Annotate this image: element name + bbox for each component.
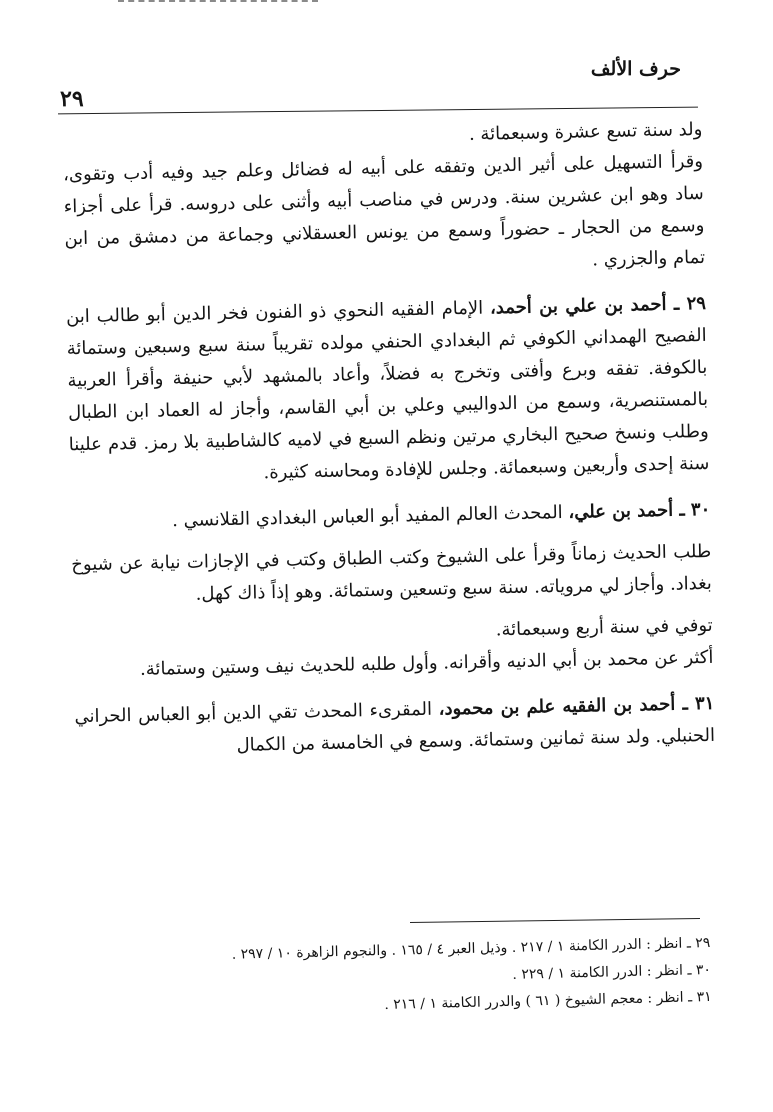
paragraph-studies: وقرأ التسهيل على أثير الدين وتفقه على أبيه له فضائل وعلم جيد وفيه أدب وتقوى، ساد وهو ابن عشرين سنة. ودرس في مناصب أبيه وأثنى على دروسه. قرأ على أجزاء وسمع من الحجار ـ حضوراً وسمع من يونس العسقلاني وجماعة من دمشق من ابن تمام والجزري . [62, 150, 706, 271]
entry-31 [74, 688, 715, 765]
footnote-31: ٣١ ـ انظر : معجم الشيوخ ( ٦١ ) والدرر الكامنة ١ / ٢١٦ . [384, 988, 712, 1013]
footnote-29: ٢٩ ـ انظر : الدرر الكامنة ١ / ٢١٧ . وذيل العبر ٤ / ١٦٥ . والنجوم الزاهرة ١٠ / ٢٩٧ . [231, 934, 711, 963]
entry-31-text: المقرىء المحدث تقي الدين أبو العباس الحراني الحنبلي. ولد سنة ثمانين وستمائة. وسمع في الخامسة من الكمال [74, 698, 716, 756]
paragraph-birth: ولد سنة تسع عشرة وسبعمائة . [468, 118, 703, 145]
paragraph-30-death: توفي في سنة أربع وسبعمائة. [495, 614, 713, 641]
entry-30-text: المحدث العالم المفيد أبو العباس البغدادي القلانسي . [171, 501, 569, 532]
entry-29-text: الإمام الفقيه النحوي ذو الفنون فخر الدين أبو طالب ابن الفصيح الهمداني الكوفي ثم البغدادي الحنفي مولده تقريباً سنة سبع وسبعين وستمائة بالكوفة. تفقه وبرع وأفتى وتخرج به فضلاً، وأعاد بالمشهد لأبي حنيفة وأقرأ العربية بالمستنصرية، وسمع من الدواليبي وعلي بن أبي القاسم، وأجاز له العماد ابن الطبال وطلب ونسخ صحيح البخاري مرتين ونظم السبع في لاميه كالشاطبية بلا رمز. قدم علينا سنة إحدى وأربعين وسبعمائة. وجلس للإفادة ومحاسنه كثيرة. [65, 297, 710, 484]
running-head: حرف الألف [590, 58, 681, 80]
entry-31-title: ٣١ ـ أحمد بن الفقيه علم بن محمود، [438, 692, 715, 720]
body-text [62, 114, 715, 765]
paragraph-30-study: طلب الحديث زماناً وقرأ على الشيوخ وكتب الطباق وكتب في الإجازات نيابة عن شيوخ بغداد. وأجاز لي مروياته. سنة سبع وتسعين وستمائة. وهو إذاً ذاك كهل. [71, 540, 713, 605]
entry-29 [66, 288, 710, 493]
entry-30-title: ٣٠ ـ أحمد بن علي، [568, 498, 711, 523]
footnote-rule [410, 918, 700, 923]
page-number: ٢٩ [60, 86, 84, 112]
scan-edge-dashes [118, 0, 318, 2]
header-rule [58, 107, 698, 115]
entry-30 [70, 494, 711, 539]
footnotes [90, 930, 712, 1026]
paragraph-30-teachers: أكثر عن محمد بن أبي الدنيه وأقرانه. وأول طلبه للحديث نيف وستين وستمائة. [139, 646, 714, 680]
entry-29-title: ٢٩ ـ أحمد بن علي بن أحمد، [489, 292, 707, 319]
footnote-30: ٣٠ ـ انظر : الدرر الكامنة ١ / ٢٢٩ . [512, 961, 712, 983]
